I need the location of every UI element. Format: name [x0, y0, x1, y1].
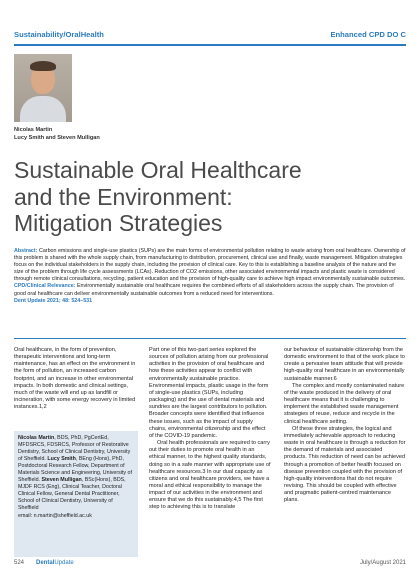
running-header [14, 30, 406, 46]
journal-name: DentalUpdate [36, 560, 74, 566]
paragraph: Of these three strategies, the logical and immediately achievable approach to reducing waste in oral healthcare is through a reduction for the demand of materials and associated products. This reduction of need can be achieved through a promotion of better health focused on disease prevention coupled with the provision of high-quality interventions that do not require revising. This should be coupled with effective and pragmatic patient-centred maintenance plans. [284, 425, 406, 504]
paragraph: The complex and mostly contaminated nature of the waste produced in the delivery of oral healthcare means that it is challenging to implement the established waste management strategies of reuse, reduce and recycle in the clinical healthcare setting. [284, 382, 405, 425]
body-column-2 [149, 347, 271, 512]
paragraph: Part one of this two-part series explored the sources of pollution arising from our professional activities in the provision of oral healthcare and how these activities appear to conflict with environmentally sustainable practice. Environmental impacts, plastic usage in the form of single-use plastics (SUPs, including packaging) and the use of dental materials and sundries are the largest contributors to pollution. Broader concepts were identified that influence these issues, such as the impact of supply chains, environmental citizenship and the effect of the COVID-19 pandemic. [149, 347, 269, 439]
author-byline-primary: Nicolas Martin [14, 127, 53, 133]
contact-email[interactable]: email: n.martin@sheffield.ac.uk [18, 512, 92, 519]
section-label: Sustainability/OralHealth [14, 30, 104, 39]
abstract-block [14, 248, 406, 305]
author-bio-box [14, 431, 138, 557]
author-byline-secondary: Lucy Smith and Steven Mulligan [14, 135, 100, 141]
cpd-relevance-label: CPD/Clinical Relevance: [14, 283, 76, 290]
bio-author-3-name: Steven Mulligan [41, 477, 82, 484]
body-column-1 [14, 347, 136, 411]
abstract-text: Carbon emissions and single-use plastics (SUPs) are the main forms of environmental pollution relating to waste arising from oral healthcare. Ownership of this problem is shared with the whole supply chain, from manufacturing to distribution, procurement, clinical use and finally, waste management. Mitigation strategies focus on the individual stakeholders in the supply chain, including the provision of clinical care. Key to this is establishing a baseline analysis of the nature and the size of the problem through life cycle assessments (LCAs). Reduction of CO2 emissions, other associated environmental impacts and plastic waste is considered through remote clinical consultations, recycling, patient education and the provision of high-quality care to achieve high impact environmentally sustainable outcomes. [14, 248, 406, 283]
issue-date: July/August 2021 [359, 560, 406, 566]
cpd-relevance-text: Environmentally sustainable oral healthcare requires the combined efforts of all stakeholders across the supply chain. The provision of good oral healthcare can deliver environmentally sustainable outcomes from a reduced need for interventions. [14, 283, 394, 297]
page-number: 524 [14, 560, 25, 566]
abstract-label: Abstract: [14, 248, 38, 254]
bio-author-2-text: , BEng (Hons), PhD, Postdoctoral Research Fellow, Department of Materials Science and Engineering, University of Sheffield. [18, 456, 132, 484]
title-line-1: Sustainable Oral Healthcare [14, 157, 302, 183]
paragraph: Oral healthcare, in the form of prevention, therapeutic interventions and long-term maintenance, has an effect on the environment in the form of pollution, an increased carbon footprint, and an increase in other environmental impacts. In both domestic and clinical settings, much of the waste will end up as landfill or incineration, with some energy recovery in limited instances.1,2 [14, 347, 136, 411]
bio-author-2-name: Lucy Smith [47, 456, 76, 463]
title-line-3: Mitigation Strategies [14, 210, 223, 236]
body-column-3 [284, 347, 406, 504]
bio-author-1-text: , BDS, PhD, PgCertEd, MFDSRCS, FDSRCS, Professor of Restorative Dentistry, School of Clinical Dentistry, University of Sheffield. [18, 435, 131, 463]
bio-author-1-name: Nicolas Martin [18, 435, 55, 441]
bio-author-3-text: , BSc(Hons), BDS, MJDF RCS (Eng), Clinical Teacher, Doctoral Clinical Fellow, General Dental Practitioner, School of Clinical Dentistry, University of Sheffield [18, 477, 126, 512]
article-title [14, 157, 406, 237]
paragraph: Oral health professionals are required to carry out their duties to promote oral health in an ethical manner, to the highest quality standards, doing so in a safe manner with appropriate use of healthcare resources.3 In our dual capacity as citizens and oral healthcare providers, we have a moral and ethical responsibility to manage the impact of our activities in the environment and ensure that we do this sustainably.4,5 The first step to achieving this is to translate [149, 440, 271, 511]
citation: Dent Update 2021; 48: 524–531 [14, 297, 93, 304]
author-photo [14, 54, 72, 122]
paragraph: our behaviour of sustainable citizenship from the domestic environment to that of the work place to create a pervasive team attitude that will provide high-quality oral healthcare in an environmentally sustainable manner.6 [284, 347, 405, 382]
divider [14, 338, 406, 339]
cpd-label: Enhanced CPD DO C [330, 30, 406, 39]
title-line-2: and the Environment: [14, 183, 233, 210]
